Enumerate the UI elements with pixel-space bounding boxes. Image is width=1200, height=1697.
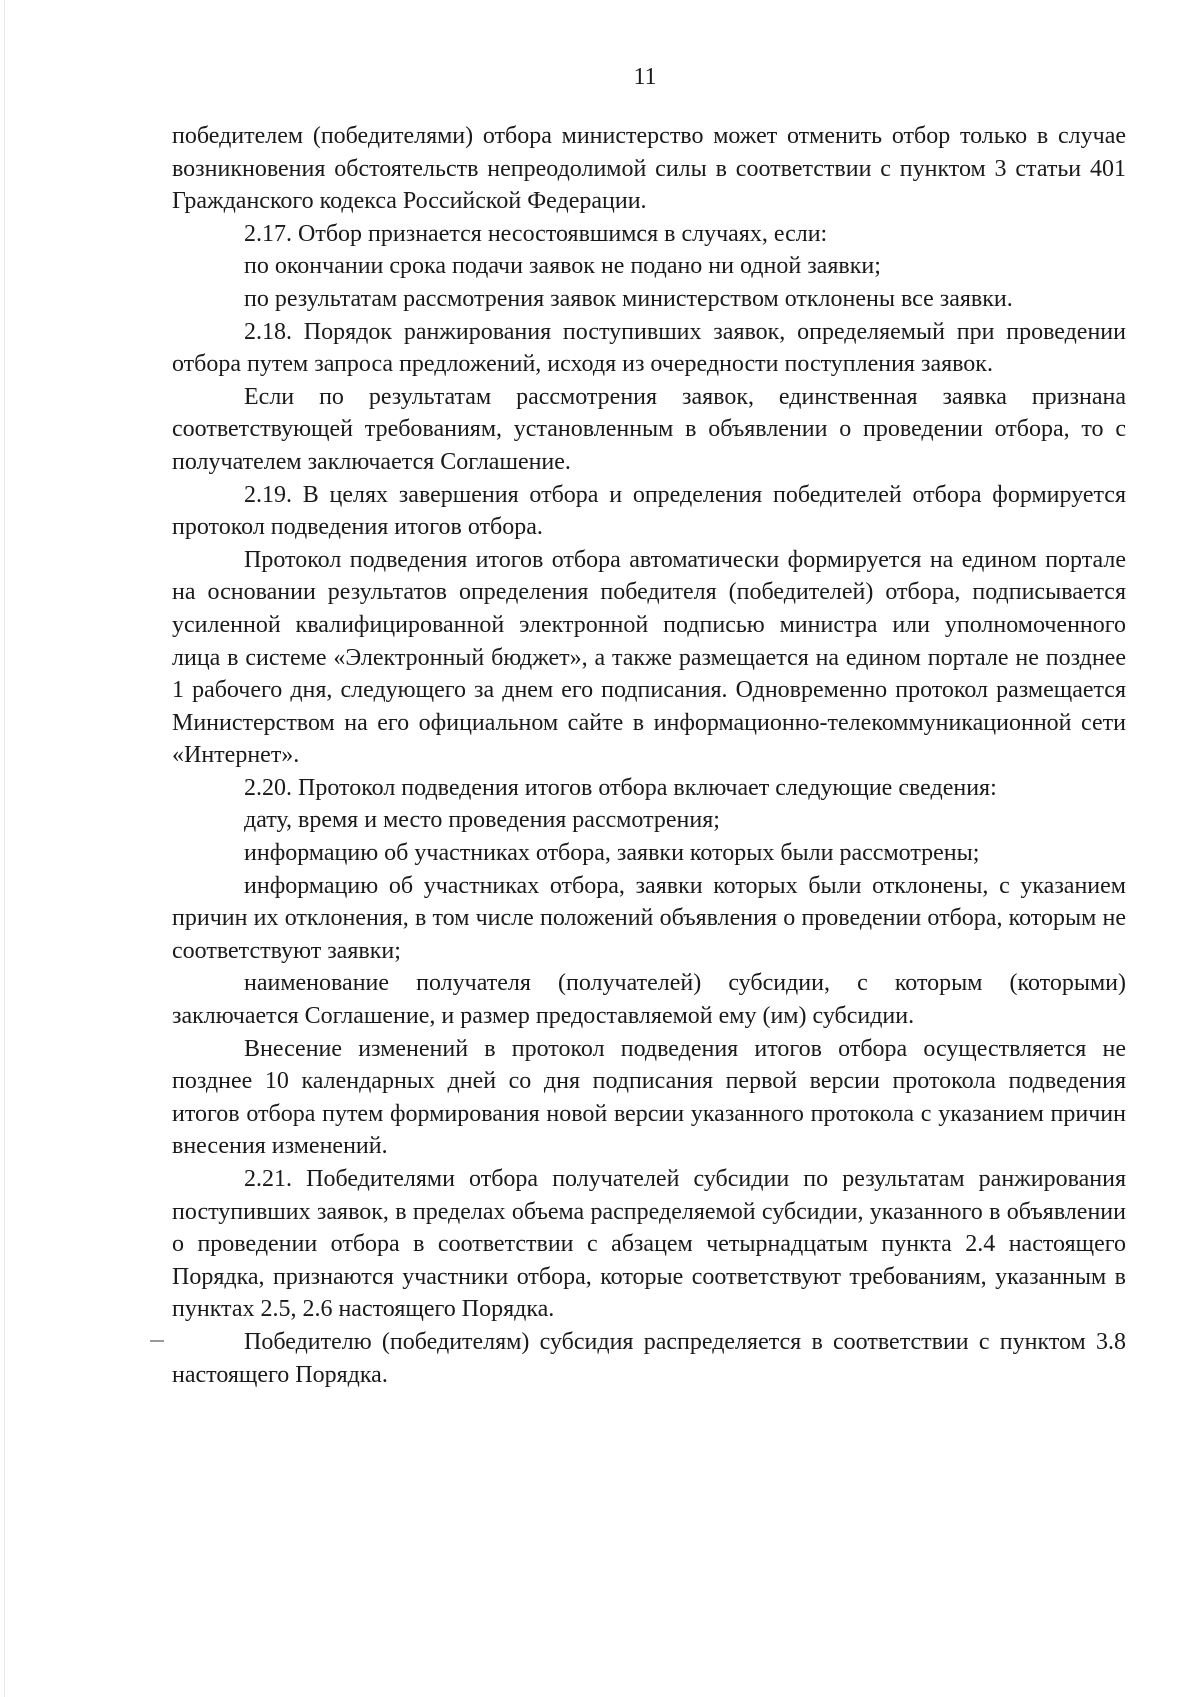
paragraph: Протокол подведения итогов отбора автоматически формируется на едином портале на основании результатов определения победителя (победителей) отбора, подписывается усиленной квалифицированной электронной подписью министра или уполномоченного лица в системе «Электронный бюджет», а также размещается на едином портале не позднее 1 рабочего дня, следующего за днем его подписания. Одновременно протокол размещается Министерством на его официальном сайте в информационно-телекоммуникационной сети «Интернет». bbox=[172, 546, 1126, 769]
paragraph: победителем (победителями) отбора министерство может отменить отбор только в случае возникновения обстоятельств непреодолимой силы в соответствии с пунктом 3 статьи 401 Гражданского кодекса Российской Федерации. bbox=[172, 123, 1126, 215]
scan-edge-line bbox=[4, 0, 5, 1697]
paragraph: Внесение изменений в протокол подведения итогов отбора осуществляется не позднее 10 календарных дней со дня подписания первой версии протокола подведения итогов отбора путем формирования новой версии указанного протокола с указанием причин внесения изменений. bbox=[172, 1035, 1126, 1160]
paragraph: 2.18. Порядок ранжирования поступивших заявок, определяемый при проведении отбора путем запроса предложений, исходя из очередности поступления заявок. bbox=[172, 318, 1126, 378]
paragraph: Победителю (победителям) субсидия распределяется в соответствии с пунктом 3.8 настоящего Порядка. bbox=[172, 1328, 1126, 1388]
paragraph: 2.20. Протокол подведения итогов отбора включает следующие сведения: bbox=[244, 774, 997, 801]
paragraph: дату, время и место проведения рассмотрения; bbox=[244, 807, 720, 834]
paragraph: информацию об участниках отбора, заявки которых были отклонены, с указанием причин их отклонения, в том числе положений объявления о проведении отбора, которым не соответствуют заявки; bbox=[172, 872, 1126, 964]
document-body bbox=[172, 120, 1126, 1391]
paragraph: 2.17. Отбор признается несостоявшимся в случаях, если: bbox=[244, 220, 828, 247]
page-number: 11 bbox=[633, 64, 657, 90]
paragraph: информацию об участниках отбора, заявки которых были рассмотрены; bbox=[244, 840, 980, 867]
paragraph: 2.19. В целях завершения отбора и определения победителей отбора формируется протокол подведения итогов отбора. bbox=[172, 481, 1126, 541]
paragraph: по окончании срока подачи заявок не подано ни одной заявки; bbox=[244, 253, 881, 280]
paragraph: наименование получателя (получателей) субсидии, с которым (которыми) заключается Соглашение, и размер предоставляемой ему (им) субсидии. bbox=[172, 970, 1126, 1030]
paragraph: по результатам рассмотрения заявок министерством отклонены все заявки. bbox=[244, 285, 1013, 312]
paragraph: Если по результатам рассмотрения заявок, единственная заявка признана соответствующей требованиям, установленным в объявлении о проведении отбора, то с получателем заключается Соглашение. bbox=[172, 383, 1126, 475]
scan-artifact-mark bbox=[150, 1340, 164, 1342]
paragraph: 2.21. Победителями отбора получателей субсидии по результатам ранжирования поступивших заявок, в пределах объема распределяемой субсидии, указанного в объявлении о проведении отбора в соответствии с абзацем четырнадцатым пункта 2.4 настоящего Порядка, признаются участники отбора, которые соответствуют требованиям, указанным в пунктах 2.5, 2.6 настоящего Порядка. bbox=[172, 1166, 1126, 1323]
